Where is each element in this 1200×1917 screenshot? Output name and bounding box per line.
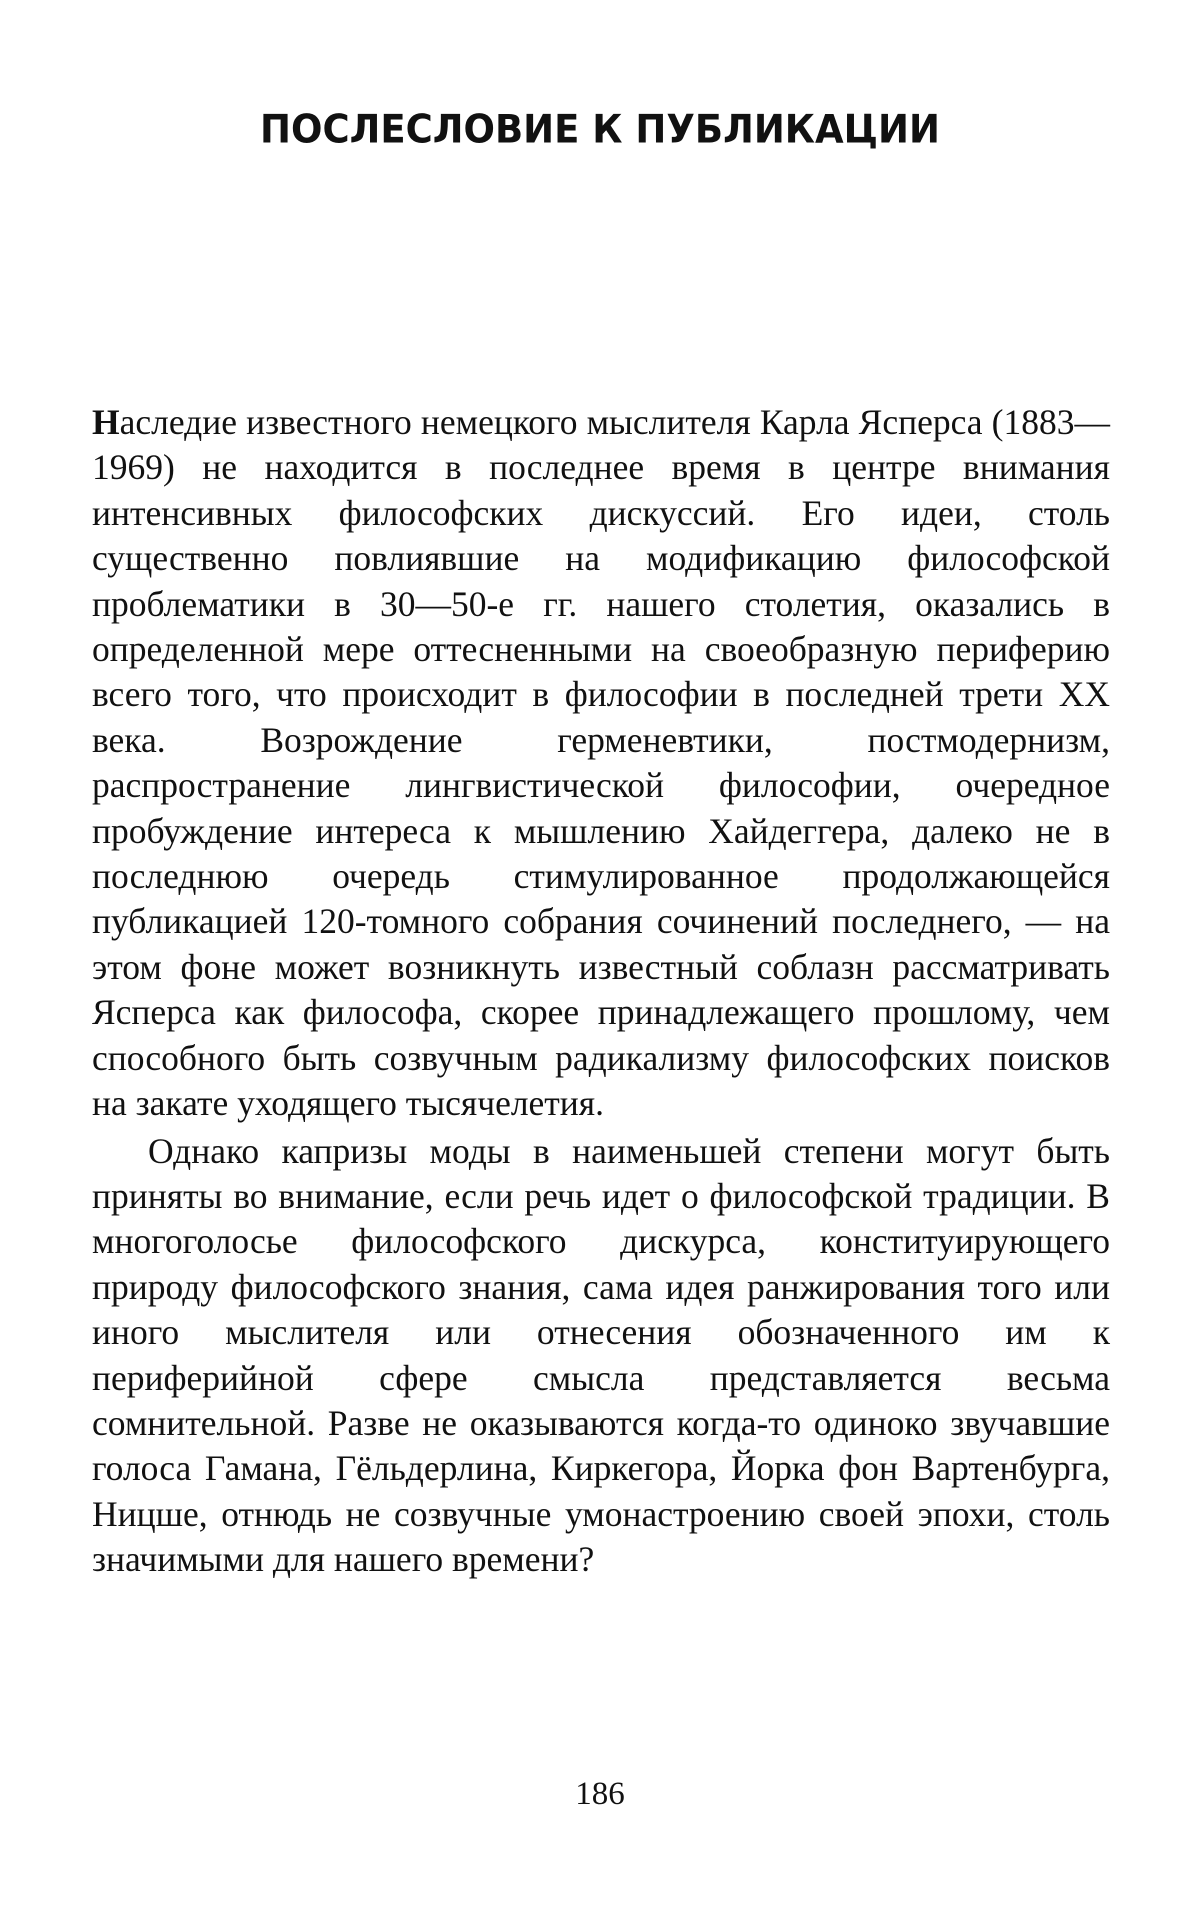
paragraph-1-text: аследие известного немецкого мыслителя Карла Ясперса (1883—1969) не находится в последнее время в центре внимания интенсивных философских дискуссий. Его идеи, столь существенно повлиявшие на модификацию философской проблематики в 30—50-е гг. нашего столетия, оказались в определенной мере оттесненными на своеобразную периферию всего того, что происходит в философии в последней трети XX века. Возрождение герменевтики, постмодернизм, распространение лингвистической философии, очередное пробуждение интереса к мышлению Хайдеггера, далеко не в последнюю очередь стимулированное продолжающейся публикацией 120-томного собрания сочинений последнего, — на этом фоне может возникнуть известный соблазн рассматривать Ясперса как философа, скорее принадлежащего прошлому, чем способного быть созвучным радикализму философских поисков на закате уходящего тысячелетия.	[92, 402, 1110, 1124]
paragraph-1	[92, 400, 1110, 1127]
page-number: 186	[575, 1776, 625, 1812]
body-text	[92, 400, 1110, 1583]
chapter-heading: ПОСЛЕСЛОВИЕ К ПУБЛИКАЦИИ	[260, 106, 940, 153]
paragraph-2: Однако капризы моды в наименьшей степени могут быть приняты во внимание, если речь идет о философской традиции. В многоголосье философского дискурса, конституирующего природу философского знания, сама идея ранжирования того или иного мыслителя или отнесения обозначенного им к периферийной сфере смысла представляется весьма сомнительной. Разве не оказываются когда-то одиноко звучавшие голоса Гамана, Гёльдерлина, Киркегора, Йорка фон Вартенбурга, Ницше, отнюдь не созвучные умонастроению своей эпохи, столь значимыми для нашего времени?	[92, 1130, 1110, 1580]
paragraph-1-initial: Н	[92, 402, 120, 442]
